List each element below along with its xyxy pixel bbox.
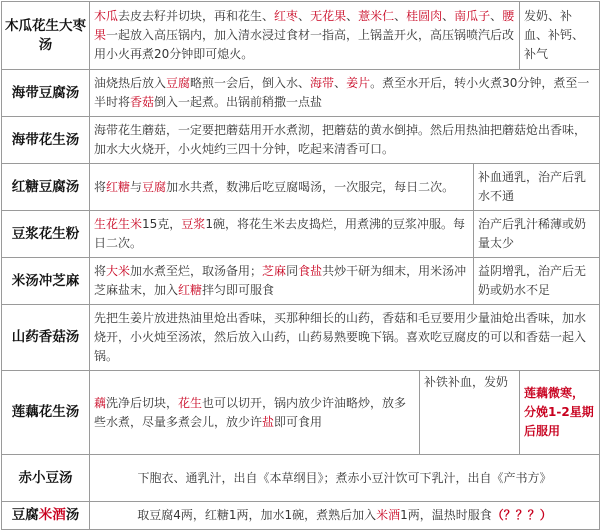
text-segment: 先把生姜片放进热油里炝出香味，买那种细长的山药，香菇和毛豆要用少量油炝出香味，加水烧开，小火炖至汤浓，然后放入山药，山药易熟要晚下锅。喜欢吃豆腐皮的可以和香菇一起入锅。 — [94, 311, 587, 363]
highlighted-ingredient: 豆腐 — [142, 179, 167, 194]
text-segment: 、 — [394, 9, 407, 23]
table-row — [2, 455, 600, 502]
text-segment: 海带花生蘑菇，一定要把蘑菇用开水煮沏，把蘑菇的黄水倒掉。然后用热油把蘑菇炝出香味，加水大火烧开，小火炖约三四十分钟，吃起来清香可口。 — [94, 123, 587, 156]
text-segment: 1碗，将花生米去皮捣烂，用煮沸的豆浆冲服。每日二次。 — [94, 217, 465, 250]
recipe-text — [90, 305, 600, 371]
highlighted-ingredient: 海带 — [310, 76, 335, 90]
text-segment: 也可以切开，锅内放少许油略炒，放多些水煮，尽量多煮会儿，放少许 — [94, 395, 407, 429]
highlighted-ingredient: 豆腐 — [166, 76, 191, 90]
highlighted-ingredient: 腰果 — [94, 9, 515, 42]
table-row — [2, 211, 600, 258]
highlighted-ingredient: 香菇 — [130, 95, 155, 109]
highlighted-ingredient: 米酒 — [38, 507, 66, 523]
recipe-text — [90, 371, 420, 455]
text-segment: 1两，温热时服食 — [400, 508, 492, 522]
highlighted-ingredient: 芝麻 — [262, 264, 287, 278]
recipe-text — [90, 211, 474, 258]
recipe-table — [1, 1, 600, 530]
text-segment: 15克， — [142, 217, 182, 231]
highlighted-ingredient: 无花果 — [310, 9, 347, 23]
dish-name: 豆浆花生粉 — [2, 211, 90, 258]
highlighted-ingredient: 生花生米 — [94, 217, 143, 231]
text-segment: 略煎一会后，倒入水、 — [190, 76, 311, 90]
text-segment: 加水共煮，数沸后吃豆腐喝汤，一次服完，每日二次。 — [166, 179, 455, 194]
dish-name: 木瓜花生大枣汤 — [2, 2, 90, 70]
note-text: 莲藕微寒，分娩1-2星期后服用 — [520, 371, 600, 455]
effect-text: 补铁补血，发奶 — [420, 371, 520, 455]
effect-text: 益阴增乳，治产后无奶或奶水不足 — [474, 258, 600, 305]
text-segment: 豆腐 — [11, 507, 39, 523]
highlighted-ingredient: 豆浆 — [181, 217, 206, 231]
text-segment: 取豆腐4两，红糖1两，加水1碗，煮熟后加入 — [137, 508, 377, 522]
effect-text: 发奶、补血、补钙、补气 — [520, 2, 600, 70]
dish-name: 红糖豆腐汤 — [2, 164, 90, 211]
text-segment: 汤 — [65, 507, 80, 523]
highlighted-ingredient: 盐 — [262, 414, 275, 429]
highlighted-ingredient: 姜片 — [346, 76, 371, 90]
highlighted-ingredient: 红糖 — [178, 283, 203, 297]
text-segment: 、 — [490, 9, 503, 23]
highlighted-ingredient: 米酒 — [376, 508, 401, 522]
recipe-text — [90, 455, 600, 502]
highlighted-ingredient: 红枣 — [274, 9, 299, 23]
text-segment: 下胞衣、通乳汁，出自《本草纲目》；煮赤小豆汁饮可下乳汁，出自《产书方》 — [137, 470, 552, 485]
table-row — [2, 117, 600, 164]
dish-name: 海带花生汤 — [2, 117, 90, 164]
text-segment: 洗净后切块， — [106, 395, 179, 410]
recipe-text — [90, 164, 474, 211]
text-segment: 拌匀即可服食 — [202, 283, 275, 297]
recipe-text — [90, 70, 600, 117]
dish-name: 米汤冲芝麻 — [2, 258, 90, 305]
table-row — [2, 70, 600, 117]
text-segment: 、 — [442, 9, 455, 23]
table-row — [2, 258, 600, 305]
highlighted-ingredient: 食盐 — [298, 264, 323, 278]
text-segment: 。煮至水开后，转小火煮30分钟，煮至一半时将 — [94, 76, 590, 109]
dish-name: 赤小豆汤 — [2, 455, 90, 502]
highlighted-ingredient: 木瓜 — [94, 9, 119, 23]
text-segment: 加水煮至烂，取汤备用； — [130, 264, 263, 278]
effect-text: 补血通乳，治产后乳水不通 — [474, 164, 600, 211]
text-segment: 共炒干研为细末，用米汤冲芝麻盐末，加入 — [94, 264, 467, 297]
text-segment: 即可食用 — [274, 414, 323, 429]
dish-name: 莲藕花生汤 — [2, 371, 90, 455]
text-segment: 同 — [286, 264, 299, 278]
table-row — [2, 371, 600, 455]
highlighted-ingredient: 红糖 — [106, 179, 131, 194]
recipe-text — [90, 117, 600, 164]
dish-name: 山药香菇汤 — [2, 305, 90, 371]
text-segment: 、 — [298, 9, 311, 23]
text-segment: 将 — [94, 179, 107, 194]
text-segment: 、 — [334, 76, 347, 90]
table-row — [2, 164, 600, 211]
highlighted-ingredient: 南瓜子 — [454, 9, 491, 23]
text-segment: 将 — [94, 264, 107, 278]
recipe-text — [90, 258, 474, 305]
dish-name: 海带豆腐汤 — [2, 70, 90, 117]
table-row — [2, 502, 600, 530]
text-segment: 与 — [130, 179, 143, 194]
highlighted-ingredient: 桂圆肉 — [406, 9, 443, 23]
highlighted-ingredient: 花生 — [178, 395, 203, 410]
highlighted-ingredient: 藕 — [94, 395, 107, 410]
highlighted-ingredient: 大米 — [106, 264, 131, 278]
text-segment: 倒入一起煮。出锅前稍撒一点盐 — [154, 95, 323, 109]
text-segment: 油烧热后放入 — [94, 76, 167, 90]
highlighted-ingredient: 薏米仁 — [358, 9, 395, 23]
text-segment: 、 — [346, 9, 359, 23]
table-row — [2, 305, 600, 371]
text-segment: 去皮去籽并切块，再和花生、 — [118, 9, 275, 23]
recipe-text — [90, 2, 520, 70]
effect-text: 治产后乳汁稀薄或奶量太少 — [474, 211, 600, 258]
highlighted-ingredient: （？？？） — [491, 508, 552, 522]
table-row — [2, 2, 600, 70]
text-segment: 一起放入高压锅内，加入清水浸过食材一指高，上锅盖开火，高压锅喷汽后改用小火再煮20分钟即可熄火。 — [94, 28, 515, 61]
recipe-text — [90, 502, 600, 530]
dish-name — [2, 502, 90, 530]
